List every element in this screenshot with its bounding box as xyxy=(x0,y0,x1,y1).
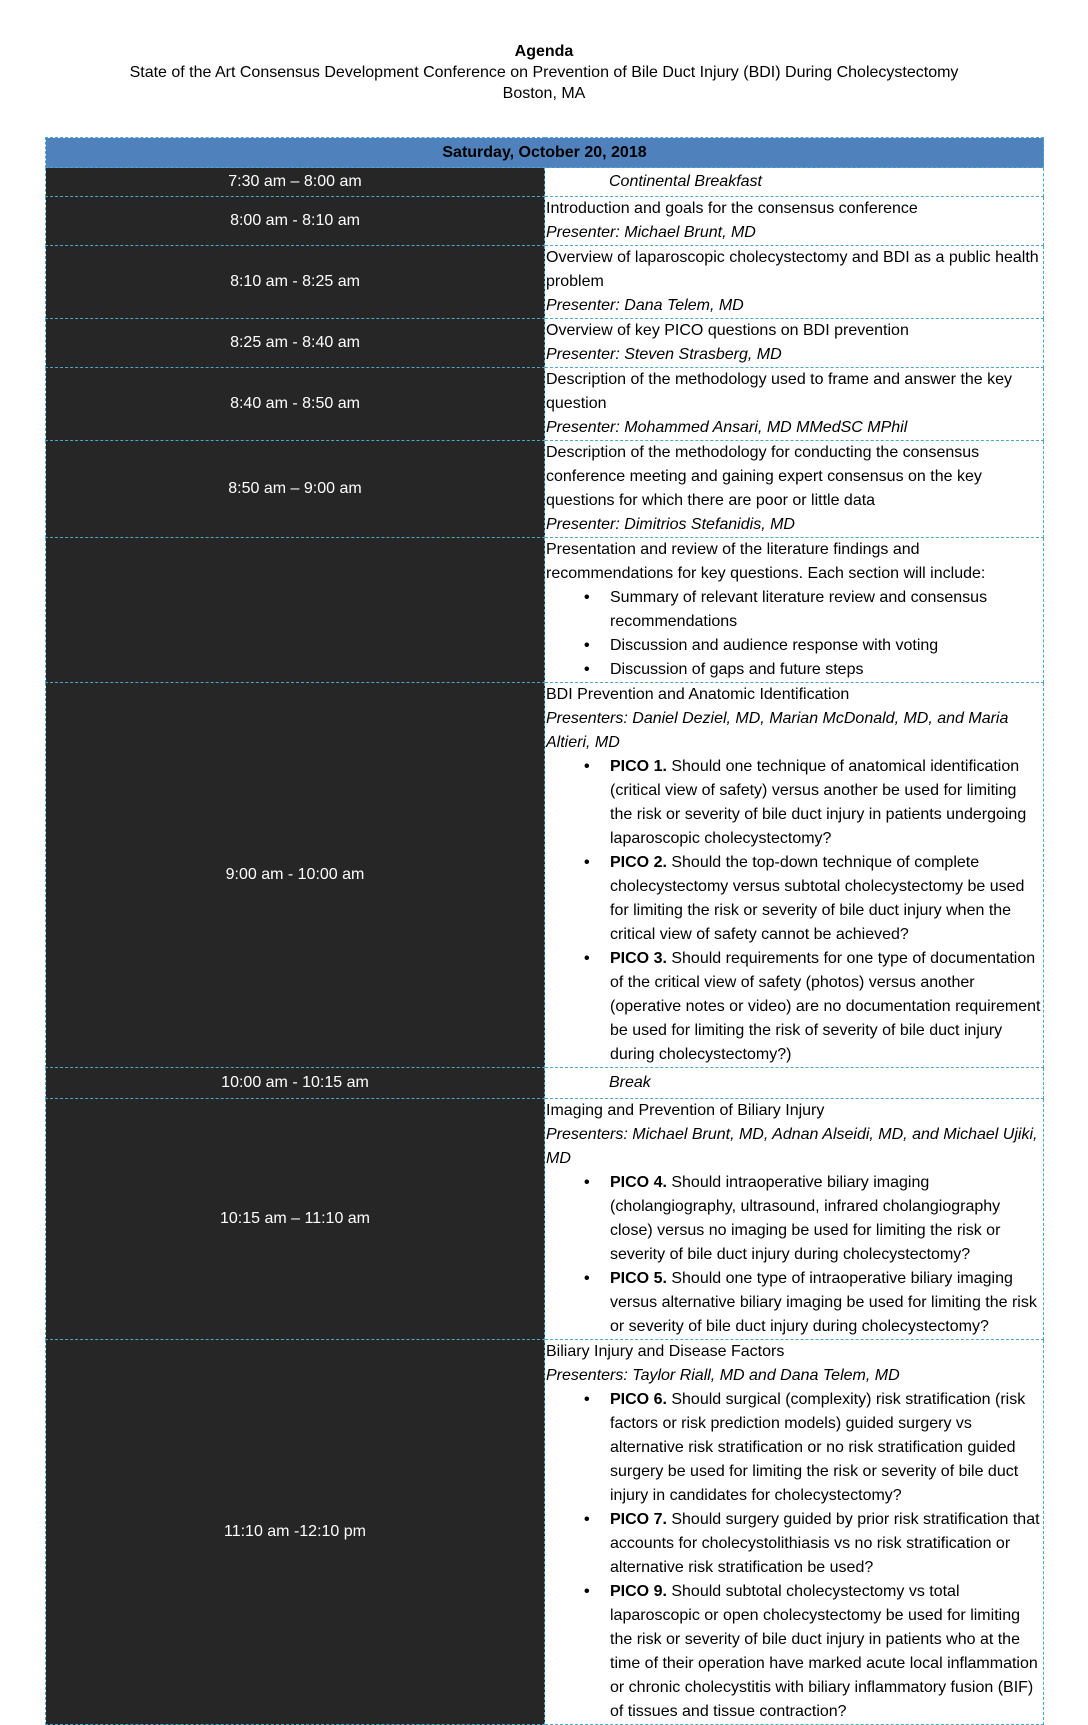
session-cell xyxy=(545,1099,1044,1340)
pico-text: Should surgery guided by prior risk stratification that accounts for cholecystolithiasis vs no risk stratification or alternative risk stratification be used? xyxy=(610,1511,1040,1576)
pico-label: PICO 5. xyxy=(610,1270,667,1287)
pico-list xyxy=(546,1388,1043,1724)
section-bullet-list xyxy=(546,586,1043,682)
session-cell xyxy=(545,441,1044,538)
list-item: • Summary of relevant literature review and consensus recommendations xyxy=(546,586,1043,634)
time-cell: 8:40 am - 8:50 am xyxy=(46,368,545,441)
agenda-row xyxy=(46,441,1044,538)
pico-list xyxy=(546,755,1043,1067)
list-item: • Discussion of gaps and future steps xyxy=(546,658,1043,682)
pico-text: Should requirements for one type of documentation of the critical view of safety (photos) versus another (operative notes or video) are no documentation requirement be used for limiting the risk of severity of bile duct injury during cholecystectomy?) xyxy=(610,950,1041,1063)
session-cell xyxy=(545,538,1044,683)
session-presenter: Presenters: Michael Brunt, MD, Adnan Alseidi, MD, and Michael Ujiki, MD xyxy=(546,1126,1038,1167)
list-item xyxy=(546,1388,1043,1508)
session-title: Biliary Injury and Disease Factors xyxy=(546,1343,785,1360)
agenda-row xyxy=(46,1068,1044,1099)
session-title: Description of the methodology for conducting the consensus conference meeting and gaining expert consensus on the key questions for which there are poor or little data xyxy=(546,444,982,509)
session-presenter: Presenters: Taylor Riall, MD and Dana Telem, MD xyxy=(546,1367,900,1384)
time-cell: 11:10 am -12:10 pm xyxy=(46,1340,545,1725)
session-presenter: Presenter: Michael Brunt, MD xyxy=(546,224,756,241)
session-title: BDI Prevention and Anatomic Identification xyxy=(546,686,850,703)
session-title: Presentation and review of the literature findings and recommendations for key questions. Each section will include: xyxy=(546,541,986,582)
session-presenter: Presenter: Mohammed Ansari, MD MMedSC MPhil xyxy=(546,419,908,436)
agenda-row xyxy=(46,538,1044,683)
document-header xyxy=(0,41,1088,104)
agenda-row xyxy=(46,368,1044,441)
session-cell xyxy=(545,1340,1044,1725)
pico-label: PICO 6. xyxy=(610,1391,667,1408)
pico-list xyxy=(546,1171,1043,1339)
session-cell xyxy=(545,197,1044,246)
pico-label: PICO 4. xyxy=(610,1174,667,1191)
session-cell xyxy=(545,368,1044,441)
time-cell: 8:50 am – 9:00 am xyxy=(46,441,545,538)
time-cell xyxy=(46,538,545,683)
pico-text: Should intraoperative biliary imaging (cholangiography, ultrasound, infrared cholangiography close) versus no imaging be used for limiting the risk or severity of bile duct injury during cholecystectomy? xyxy=(610,1174,1001,1263)
time-cell: 7:30 am – 8:00 am xyxy=(46,168,545,197)
session-title: Description of the methodology used to frame and answer the key question xyxy=(546,371,1013,412)
session-presenter: Presenters: Daniel Deziel, MD, Marian McDonald, MD, and Maria Altieri, MD xyxy=(546,710,1009,751)
time-cell: 10:00 am - 10:15 am xyxy=(46,1068,545,1099)
time-cell: 8:00 am - 8:10 am xyxy=(46,197,545,246)
session-title: Introduction and goals for the consensus conference xyxy=(546,200,918,217)
session-title: Break xyxy=(609,1074,651,1091)
session-cell xyxy=(545,319,1044,368)
pico-text: Should one technique of anatomical identification (critical view of safety) versus another be used for limiting the risk or severity of bile duct injury in patients undergoing laparoscopic cholecystectomy? xyxy=(610,758,1027,847)
pico-label: PICO 2. xyxy=(610,854,667,871)
pico-label: PICO 1. xyxy=(610,758,667,775)
pico-label: PICO 7. xyxy=(610,1511,667,1528)
pico-label: PICO 9. xyxy=(610,1583,667,1600)
conference-subtitle: State of the Art Consensus Development Conference on Prevention of Bile Duct Injury (BDI) During Cholecystectomy xyxy=(129,64,959,81)
time-cell: 8:25 am - 8:40 am xyxy=(46,319,545,368)
list-item xyxy=(546,1171,1043,1267)
agenda-row xyxy=(46,1340,1044,1725)
session-cell xyxy=(545,683,1044,1068)
time-cell: 9:00 am - 10:00 am xyxy=(46,683,545,1068)
pico-text: Should the top-down technique of complete cholecystectomy versus subtotal cholecystectomy be used for limiting the risk or severity of bile duct injury when the critical view of safety cannot be achieved? xyxy=(610,854,1025,943)
session-presenter: Presenter: Steven Strasberg, MD xyxy=(546,346,782,363)
session-cell xyxy=(545,1068,1044,1099)
pico-text: Should subtotal cholecystectomy vs total laparoscopic or open cholecystectomy be used for limiting the risk or severity of bile duct injury in patients who at the time of their operation have marked acute local inflammation or chronic cholecystitis with biliary inflammatory fusion (BIF) of tissues and tissue contraction? xyxy=(610,1583,1038,1720)
agenda-row xyxy=(46,319,1044,368)
list-item xyxy=(546,1267,1043,1339)
session-title: Overview of key PICO questions on BDI prevention xyxy=(546,322,909,339)
day-banner-row xyxy=(46,138,1044,168)
pico-label: PICO 3. xyxy=(610,950,667,967)
agenda-row xyxy=(46,246,1044,319)
pico-text: Should one type of intraoperative biliary imaging versus alternative biliary imaging be used for limiting the risk or severity of bile duct injury during cholecystectomy? xyxy=(610,1270,1037,1335)
session-presenter: Presenter: Dimitrios Stefanidis, MD xyxy=(546,516,795,533)
agenda-row xyxy=(46,683,1044,1068)
agenda-row xyxy=(46,1099,1044,1340)
agenda-row xyxy=(46,197,1044,246)
list-item xyxy=(546,851,1043,947)
list-item xyxy=(546,1508,1043,1580)
day-banner: Saturday, October 20, 2018 xyxy=(46,138,1044,168)
pico-text: Should surgical (complexity) risk stratification (risk factors or risk prediction models) guided surgery vs alternative risk stratification or no risk stratification guided surgery be used for limiting the risk or severity of bile duct injury in candidates for cholecystectomy? xyxy=(610,1391,1026,1504)
agenda-row xyxy=(46,168,1044,197)
agenda-table xyxy=(45,137,1044,1725)
session-title: Imaging and Prevention of Biliary Injury xyxy=(546,1102,825,1119)
conference-location: Boston, MA xyxy=(502,85,586,102)
time-cell: 10:15 am – 11:10 am xyxy=(46,1099,545,1340)
session-presenter: Presenter: Dana Telem, MD xyxy=(546,297,744,314)
session-title: Continental Breakfast xyxy=(609,173,762,190)
agenda-title: Agenda xyxy=(514,43,574,60)
list-item xyxy=(546,1580,1043,1724)
session-cell xyxy=(545,168,1044,197)
session-cell xyxy=(545,246,1044,319)
session-title: Overview of laparoscopic cholecystectomy and BDI as a public health problem xyxy=(546,249,1039,290)
list-item xyxy=(546,755,1043,851)
time-cell: 8:10 am - 8:25 am xyxy=(46,246,545,319)
list-item: • Discussion and audience response with voting xyxy=(546,634,1043,658)
list-item xyxy=(546,947,1043,1067)
